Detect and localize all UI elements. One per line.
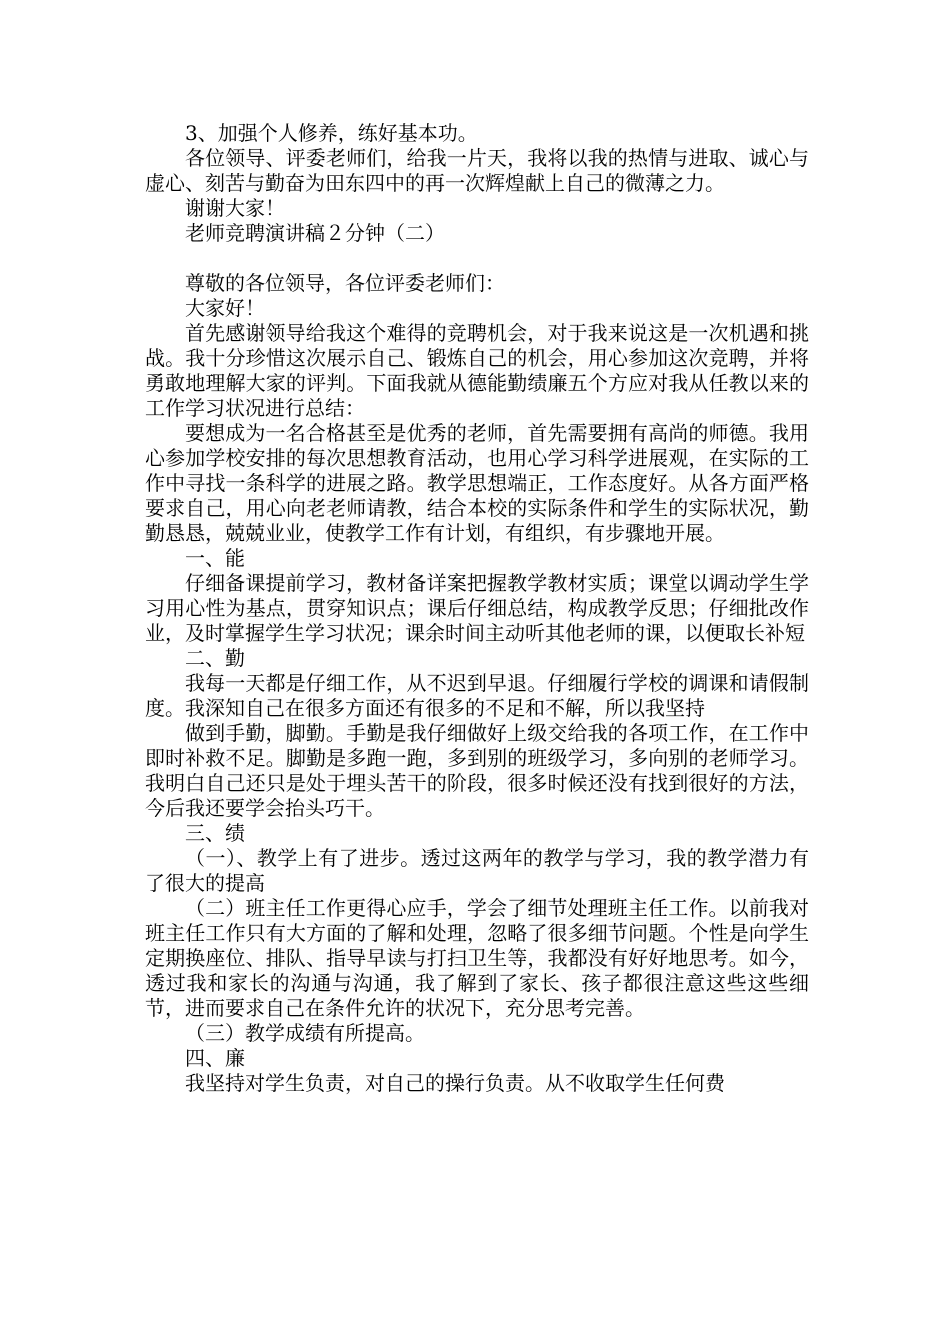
paragraph: 3、加强个人修养，练好基本功。: [185, 121, 478, 145]
paragraph: （一）、教学上有了进步。透过这两年的教学与学习，我的教学潜力有了很大的提高: [145, 846, 809, 895]
salutation: 尊敬的各位领导，各位评委老师们：: [185, 271, 505, 295]
paragraph: （三）教学成绩有所提高。: [185, 1021, 425, 1045]
paragraph: 要想成为一名合格甚至是优秀的老师，首先需要拥有高尚的师德。我用心参加学校安排的每次思想教育活动，也用心学习科学进展观，在实际的工作中寻找一条科学的进展之路。教学思想端正，工作态度好。从各方面严格要求自己，用心向老老师请教，结合本校的实际条件和学生的实际状况，勤勤恳恳，兢兢业业，使教学工作有计划，有组织，有步骤地开展。: [145, 421, 809, 545]
paragraph: 首先感谢领导给我这个难得的竞聘机会，对于我来说这是一次机遇和挑战。我十分珍惜这次展示自己、锻炼自己的机会，用心参加这次竞聘，并将勇敢地理解大家的评判。下面我就从德能勤绩廉五个方应对我从任教以来的工作学习状况进行总结：: [145, 321, 809, 420]
heading-diligence: 二、勤: [185, 646, 245, 670]
heading-achievement: 三、绩: [185, 821, 245, 845]
paragraph: 我坚持对学生负责，对自己的操行负责。从不收取学生任何费: [185, 1071, 725, 1095]
paragraph: 做到手勤，脚勤。手勤是我仔细做好上级交给我的各项工作，在工作中即时补救不足。脚勤是多跑一跑，多到别的班级学习，多向别的老师学习。我明白自己还只是处于埋头苦干的阶段，很多时候还没有找到很好的方法，今后我还要学会抬头巧干。: [145, 721, 809, 820]
paragraph: 我每一天都是仔细工作，从不迟到早退。仔细履行学校的调课和请假制度。我深知自己在很多方面还有很多的不足和不解，所以我坚持: [145, 671, 809, 720]
section-title: 老师竞聘演讲稿２分钟（二）: [185, 221, 445, 245]
paragraph: 谢谢大家！: [185, 196, 285, 220]
paragraph: 各位领导、评委老师们，给我一片天，我将以我的热情与进取、诚心与虚心、刻苦与勤奋为田东四中的再一次辉煌献上自己的微薄之力。: [145, 146, 809, 195]
document-page: [145, 121, 809, 1096]
greeting: 大家好！: [185, 296, 265, 320]
blank-line: [145, 246, 809, 271]
paragraph: 仔细备课提前学习，教材备详案把握教学教材实质；课堂以调动学生学习用心性为基点，贯穿知识点；课后仔细总结，构成教学反思；仔细批改作业，及时掌握学生学习状况；课余时间主动听其他老师的课，以便取长补短: [145, 571, 809, 645]
heading-integrity: 四、廉: [185, 1046, 245, 1070]
heading-ability: 一、能: [185, 546, 245, 570]
paragraph: （二）班主任工作更得心应手，学会了细节处理班主任工作。以前我对班主任工作只有大方面的了解和处理，忽略了很多细节问题。个性是向学生定期换座位、排队、指导早读与打扫卫生等，我都没有好好地思考。如今，透过我和家长的沟通与沟通，我了解到了家长、孩子都很注意这些这些细节，进而要求自己在条件允许的状况下，充分思考完善。: [145, 896, 809, 1020]
